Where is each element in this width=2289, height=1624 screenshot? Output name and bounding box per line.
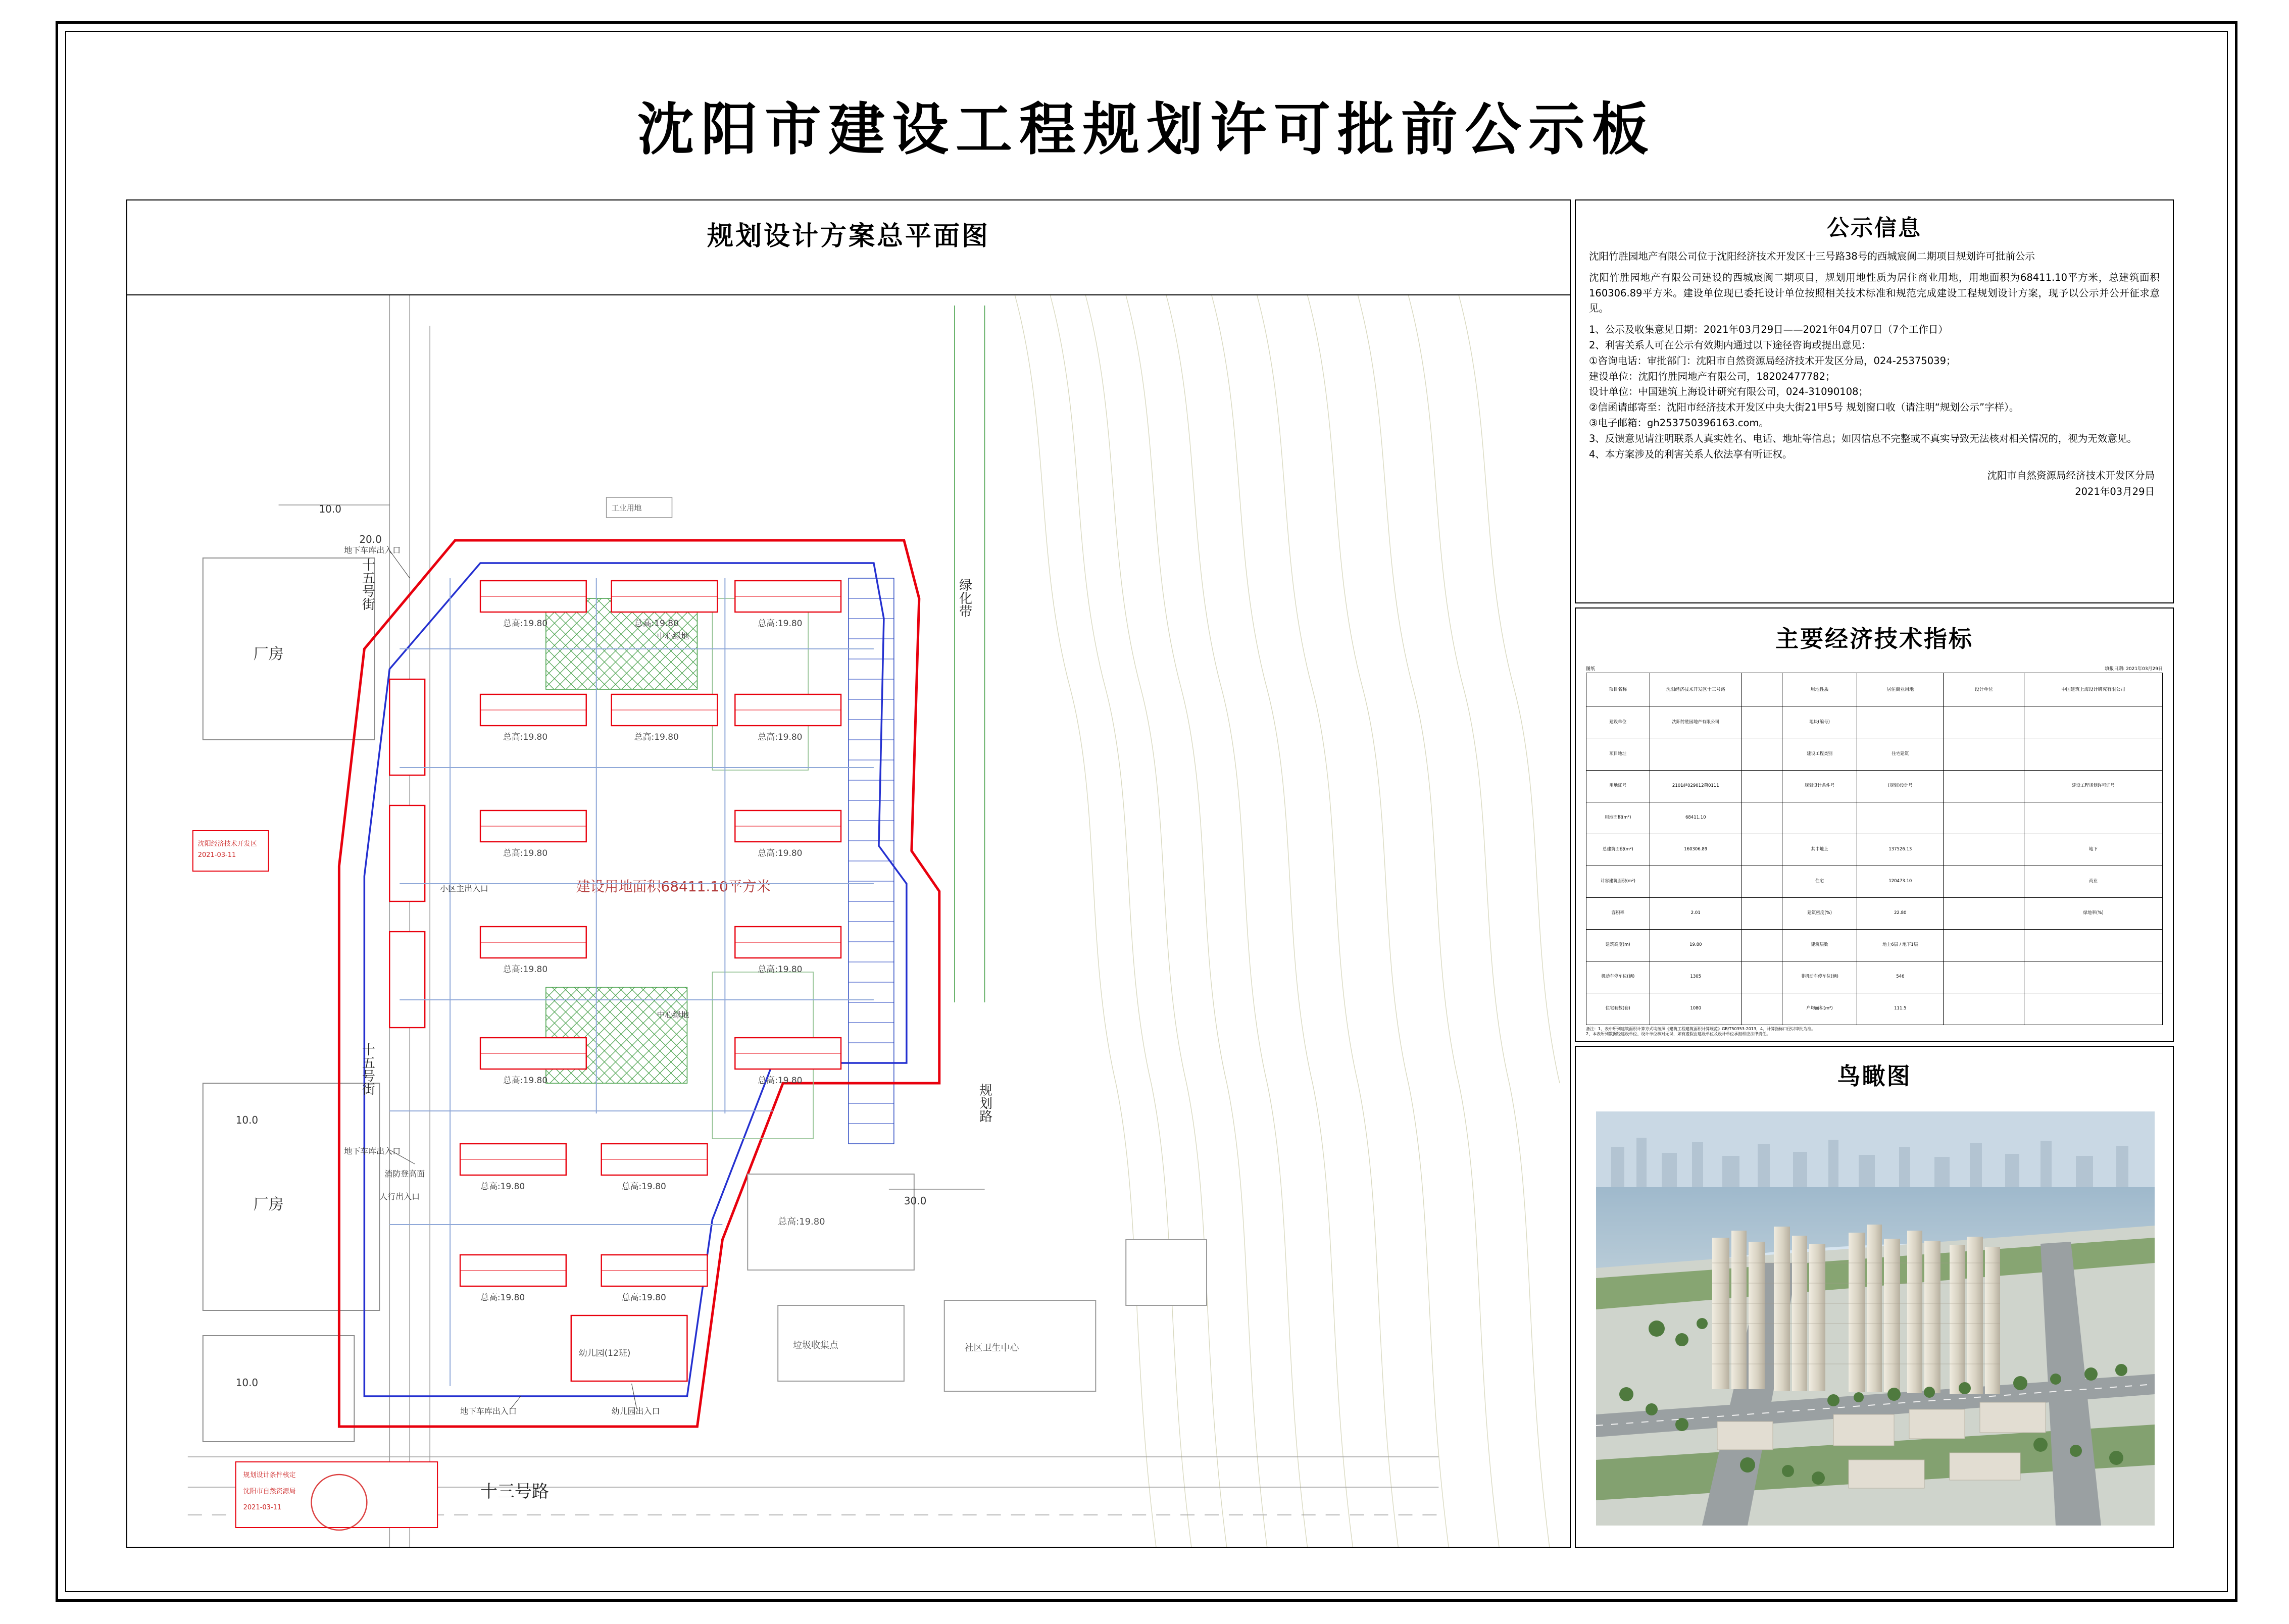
svg-text:总高:19.80: 总高:19.80 xyxy=(634,618,679,629)
announcement-signer: 沈阳市自然资源局经济技术开发区分局 xyxy=(1987,470,2155,482)
aerial-view-panel xyxy=(1575,1046,2174,1548)
cell-8-3: 建筑层数 xyxy=(1782,929,1857,961)
cell-7-4: 22.80 xyxy=(1857,897,1944,929)
economic-note-1: 2、本表所列数据经建设单位、设计单位核对无误，如有虚假由建设单位及设计单位承担相应法律责任。 xyxy=(1586,1032,1771,1036)
cell-7-2 xyxy=(1742,897,1782,929)
cell-9-2 xyxy=(1742,961,1782,993)
table-row xyxy=(1586,706,2163,738)
street-label-planned: 规划路 xyxy=(977,1083,992,1123)
cell-3-1: 2101赵029012荷0111 xyxy=(1650,770,1742,802)
svg-text:10.0: 10.0 xyxy=(235,1113,259,1127)
announcement-p-5: 建设单位：沈阳竹胜园地产有限公司，18202477782； xyxy=(1589,370,1835,382)
svg-text:总高:19.80: 总高:19.80 xyxy=(503,618,548,629)
announcement-panel xyxy=(1575,199,2174,603)
cell-10-4: 111.5 xyxy=(1857,993,1944,1025)
svg-text:总高:19.80: 总高:19.80 xyxy=(634,732,679,743)
cell-3-5 xyxy=(1944,770,2024,802)
economic-table-wrap xyxy=(1586,665,2163,1018)
svg-text:沈阳经济技术开发区: 沈阳经济技术开发区 xyxy=(197,840,257,848)
svg-text:地下车库出入口: 地下车库出入口 xyxy=(344,545,401,555)
cell-2-2 xyxy=(1742,738,1782,770)
svg-text:地下车库出入口: 地下车库出入口 xyxy=(344,1146,401,1156)
cell-4-0: 用地面积(m²) xyxy=(1586,802,1650,834)
svg-text:20.0: 20.0 xyxy=(359,533,382,546)
cell-2-4: 住宅建筑 xyxy=(1857,738,1944,770)
svg-text:总高:19.80: 总高:19.80 xyxy=(503,732,548,743)
svg-text:社区卫生中心: 社区卫生中心 xyxy=(964,1342,1019,1354)
svg-text:总高:19.80: 总高:19.80 xyxy=(503,1075,548,1086)
svg-text:总高:19.80: 总高:19.80 xyxy=(503,848,548,859)
aerial-view-title: 鸟瞰图 xyxy=(1837,1063,1912,1089)
table-row xyxy=(1586,673,2163,706)
cell-7-1: 2.01 xyxy=(1650,897,1742,929)
economic-indicators-title: 主要经济技术指标 xyxy=(1775,626,1973,652)
announcement-p-6: 设计单位：中国建筑上海设计研究有限公司，024-31090108； xyxy=(1589,386,1869,398)
svg-text:消防登高面: 消防登高面 xyxy=(384,1169,425,1179)
svg-text:工业用地: 工业用地 xyxy=(611,503,642,513)
cell-4-2 xyxy=(1742,802,1782,834)
page-title: 沈阳市建设工程规划许可批前公示板 xyxy=(637,96,1656,163)
cell-9-5 xyxy=(1944,961,2024,993)
site-plan-title: 规划设计方案总平面图 xyxy=(707,222,990,251)
svg-text:沈阳市自然资源局: 沈阳市自然资源局 xyxy=(243,1487,296,1496)
cell-0-6: 中国建筑上海设计研究有限公司 xyxy=(2024,673,2163,706)
economic-note-0: 备注：1、表中所列建筑面积计算方式均按照《建筑工程建筑面积计算规范》GB/T50353-2013，4、计算指标口径以审批为准。 xyxy=(1586,1027,1816,1031)
cell-6-1 xyxy=(1650,866,1742,897)
announcement-p-10: 4、本方案涉及的利害关系人依法享有听证权。 xyxy=(1589,448,1793,460)
svg-text:总高:19.80: 总高:19.80 xyxy=(621,1292,666,1303)
cell-0-5: 设计单位 xyxy=(1944,673,2024,706)
cell-5-2 xyxy=(1742,834,1782,866)
svg-text:10.0: 10.0 xyxy=(235,1376,259,1389)
cell-8-1: 19.80 xyxy=(1650,929,1742,961)
cell-9-0: 机动车停车位(辆) xyxy=(1586,961,1650,993)
svg-text:人行出入口: 人行出入口 xyxy=(379,1191,420,1202)
cell-3-3: 规划设计条件号 xyxy=(1782,770,1857,802)
announcement-date: 2021年03月29日 xyxy=(2075,485,2155,497)
cell-7-6: 绿地率(%) xyxy=(2024,897,2163,929)
cell-5-6: 地下 xyxy=(2024,834,2163,866)
svg-text:幼儿园出入口: 幼儿园出入口 xyxy=(611,1406,660,1416)
table-row xyxy=(1586,802,2163,834)
cell-10-3: 户均面积(m²) xyxy=(1782,993,1857,1025)
site-area-label: 建设用地面积68411.10平方米 xyxy=(576,878,771,895)
announcement-p-1: 沈阳竹胜园地产有限公司建设的西城宸阆二期项目，规划用地性质为居住商业用地，用地面积为68411.10平方米，总建筑面积160306.89平方米。建设单位现已委托设计单位按照相关技术标准和规范完成建设工程规划设计方案，现予以公示并公开征求意见。 xyxy=(1589,271,2160,315)
svg-text:总高:19.80: 总高:19.80 xyxy=(758,1075,803,1086)
cell-6-2 xyxy=(1742,866,1782,897)
cell-3-6: 建设工程规划许可证号 xyxy=(2024,770,2163,802)
cell-6-0: 计容建筑面积(m²) xyxy=(1586,866,1650,897)
svg-text:中心绿地: 中心绿地 xyxy=(657,631,689,641)
cell-1-6 xyxy=(2024,706,2163,738)
svg-text:总高:19.80: 总高:19.80 xyxy=(480,1292,525,1303)
table-row xyxy=(1586,834,2163,866)
table-row xyxy=(1586,770,2163,802)
cell-7-3: 建筑密度(%) xyxy=(1782,897,1857,929)
table-row xyxy=(1586,929,2163,961)
cell-5-4: 137526.13 xyxy=(1857,834,1944,866)
cell-4-5 xyxy=(1944,802,2024,834)
cell-10-5 xyxy=(1944,993,2024,1025)
cell-0-0: 项目名称 xyxy=(1586,673,1650,706)
cell-9-6 xyxy=(2024,961,2163,993)
svg-text:10.0: 10.0 xyxy=(319,502,341,516)
cell-9-4: 546 xyxy=(1857,961,1944,993)
cell-9-1: 1305 xyxy=(1650,961,1742,993)
svg-text:总高:19.80: 总高:19.80 xyxy=(758,848,803,859)
cell-10-2 xyxy=(1742,993,1782,1025)
announcement-p-2: 1、公示及收集意见日期：2021年03月29日——2021年04月07日（7个工作日） xyxy=(1589,324,1948,336)
factory-label-2: 厂房 xyxy=(253,1195,284,1214)
svg-text:总高:19.80: 总高:19.80 xyxy=(778,1216,825,1228)
svg-text:总高:19.80: 总高:19.80 xyxy=(503,964,548,975)
cell-2-6 xyxy=(2024,738,2163,770)
factory-label-1: 厂房 xyxy=(253,645,284,664)
cell-7-5 xyxy=(1944,897,2024,929)
cell-8-5 xyxy=(1944,929,2024,961)
cell-2-3: 建设工程类别 xyxy=(1782,738,1857,770)
svg-text:地下车库出入口: 地下车库出入口 xyxy=(460,1406,517,1416)
econ-caption-left: 图纸 xyxy=(1586,667,1596,672)
cell-2-5 xyxy=(1944,738,2024,770)
svg-text:30.0: 30.0 xyxy=(904,1194,927,1207)
svg-text:垃圾收集点: 垃圾收集点 xyxy=(793,1340,838,1351)
aerial-rendering xyxy=(1596,1111,2155,1526)
cell-3-2 xyxy=(1742,770,1782,802)
svg-text:2021-03-11: 2021-03-11 xyxy=(243,1503,282,1512)
cell-6-5 xyxy=(1944,866,2024,897)
table-row xyxy=(1586,961,2163,993)
announcement-p-8: ③电子邮箱：gh253750396163.com。 xyxy=(1589,417,1769,429)
announcement-title: 公示信息 xyxy=(1827,216,1922,240)
cell-4-6 xyxy=(2024,802,2163,834)
svg-text:规划设计条件核定: 规划设计条件核定 xyxy=(243,1471,296,1480)
aerial-rendering-svg xyxy=(1596,1111,2155,1526)
table-row xyxy=(1586,993,2163,1025)
cell-8-2 xyxy=(1742,929,1782,961)
site-plan-panel xyxy=(126,199,1571,1548)
cell-10-0: 住宅套数(套) xyxy=(1586,993,1650,1025)
announcement-p-9: 3、反馈意见请注明联系人真实姓名、电话、地址等信息；如因信息不完整或不真实导致无法核对相关情况的，视为无效意见。 xyxy=(1589,432,2137,444)
announcement-p-4: ①咨询电话：审批部门：沈阳市自然资源局经济技术开发区分局，024-25375039； xyxy=(1589,354,1956,367)
cell-1-4 xyxy=(1857,706,1944,738)
announcement-p-0: 沈阳竹胜园地产有限公司位于沈阳经济技术开发区十三号路38号的西城宸阆二期项目规划许可批前公示 xyxy=(1589,250,2035,262)
site-plan-svg xyxy=(127,295,1570,1548)
cell-5-5 xyxy=(1944,834,2024,866)
cell-6-6: 商业 xyxy=(2024,866,2163,897)
economic-table xyxy=(1586,673,2163,1025)
cell-10-1: 1080 xyxy=(1650,993,1742,1025)
street-label-left-2: 十五号街 xyxy=(360,1043,375,1095)
cell-0-3: 用地性质 xyxy=(1782,673,1857,706)
cell-9-3: 非机动车停车位(辆) xyxy=(1782,961,1857,993)
announcement-signature xyxy=(1576,468,2173,499)
economic-notes xyxy=(1586,1027,2163,1037)
cell-4-3 xyxy=(1782,802,1857,834)
cell-6-3: 住宅 xyxy=(1782,866,1857,897)
cell-5-1: 160306.89 xyxy=(1650,834,1742,866)
cell-4-1: 68411.10 xyxy=(1650,802,1742,834)
cell-1-5 xyxy=(1944,706,2024,738)
cell-7-0: 容积率 xyxy=(1586,897,1650,929)
announcement-p-3: 2、利害关系人可在公示有效期内通过以下途径咨询或提出意见： xyxy=(1589,339,1871,351)
street-label-bottom: 十三号路 xyxy=(480,1481,549,1502)
table-row xyxy=(1586,738,2163,770)
svg-text:2021-03-11: 2021-03-11 xyxy=(197,851,236,859)
street-label-left: 十五号街 xyxy=(360,558,375,611)
cell-0-4: 居住商业用地 xyxy=(1857,673,1944,706)
table-row xyxy=(1586,897,2163,929)
cell-1-2 xyxy=(1742,706,1782,738)
svg-text:总高:19.80: 总高:19.80 xyxy=(758,732,803,743)
svg-text:总高:19.80: 总高:19.80 xyxy=(480,1181,525,1192)
cell-10-6 xyxy=(2024,993,2163,1025)
street-label-green: 绿化带 xyxy=(957,578,972,618)
cell-3-0: 用地证号 xyxy=(1586,770,1650,802)
econ-caption-right: 填报日期: 2021年03月29日 xyxy=(2105,667,2163,672)
svg-text:总高:19.80: 总高:19.80 xyxy=(758,618,803,629)
cell-2-1 xyxy=(1650,738,1742,770)
economic-indicators-panel xyxy=(1575,607,2174,1042)
cell-8-6 xyxy=(2024,929,2163,961)
cell-4-4 xyxy=(1857,802,1944,834)
site-plan-drawing xyxy=(127,295,1570,1548)
cell-8-4: 地上6层 / 地下1层 xyxy=(1857,929,1944,961)
svg-text:幼儿园(12班): 幼儿园(12班) xyxy=(578,1348,631,1359)
cell-2-0: 项目地址 xyxy=(1586,738,1650,770)
cell-1-3: 地块(编号) xyxy=(1782,706,1857,738)
cell-0-1: 沈阳经济技术开发区十三号路 xyxy=(1650,673,1742,706)
announcement-body xyxy=(1576,242,2173,462)
svg-text:中心绿地: 中心绿地 xyxy=(657,1009,689,1020)
cell-6-4: 120473.10 xyxy=(1857,866,1944,897)
svg-text:小区主出入口: 小区主出入口 xyxy=(440,883,488,894)
cell-3-4: (规划)设计号 xyxy=(1857,770,1944,802)
svg-text:总高:19.80: 总高:19.80 xyxy=(621,1181,666,1192)
cell-5-3: 其中地上 xyxy=(1782,834,1857,866)
announcement-p-7: ②信函请邮寄至：沈阳市经济技术开发区中央大街21甲5号 规划窗口收（请注明“规划公示”字样）。 xyxy=(1589,401,2019,414)
table-row xyxy=(1586,866,2163,897)
cell-8-0: 建筑高度(m) xyxy=(1586,929,1650,961)
cell-1-1: 沈阳竹胜园地产有限公司 xyxy=(1650,706,1742,738)
cell-5-0: 总建筑面积(m²) xyxy=(1586,834,1650,866)
cell-1-0: 建设单位 xyxy=(1586,706,1650,738)
cell-0-2 xyxy=(1742,673,1782,706)
svg-text:总高:19.80: 总高:19.80 xyxy=(758,964,803,975)
